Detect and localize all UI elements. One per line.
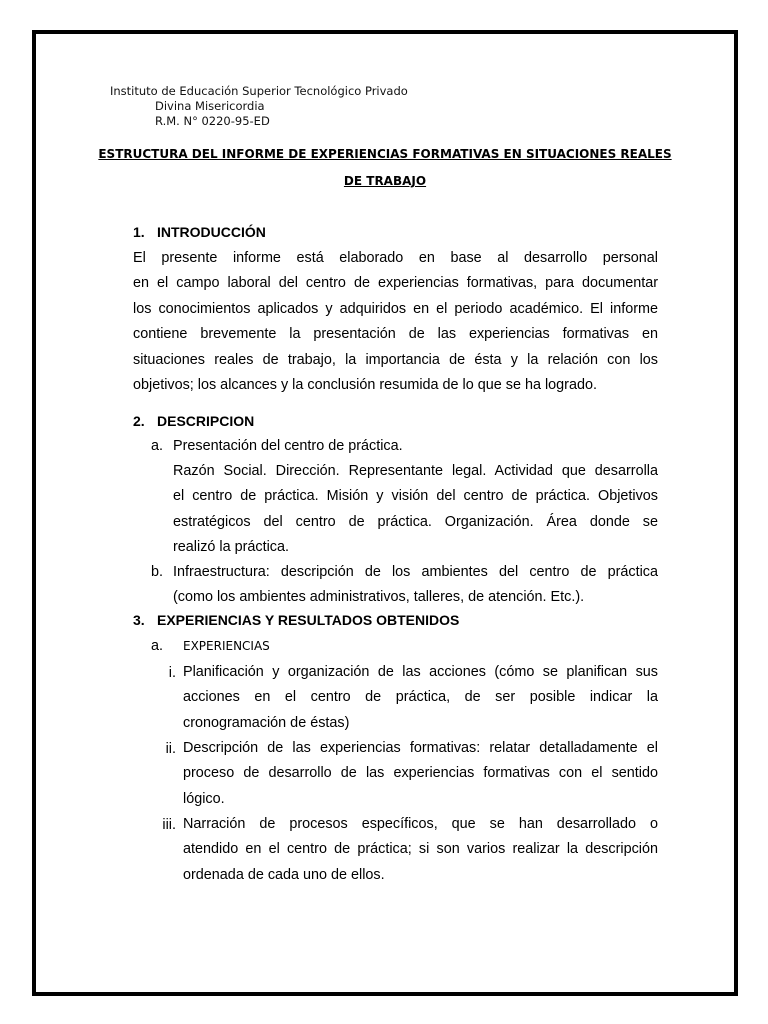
item-3iii-label: iii. xyxy=(162,817,176,833)
paragraph-line: en el campo laboral del centro de experiencias formativas, para documentar xyxy=(133,275,658,292)
section-2-heading xyxy=(133,413,254,429)
section-number: 3. xyxy=(133,612,145,628)
section-title: INTRODUCCIÓN xyxy=(157,224,266,240)
paragraph-line: Razón Social. Dirección. Representante legal. Actividad que desarrolla xyxy=(173,463,658,479)
item-3ii-paragraph xyxy=(183,736,658,812)
paragraph-line: Narración de procesos específicos, que se han desarrollado o xyxy=(183,816,658,832)
paragraph-line: objetivos; los alcances y la conclusión resumida de lo que se ha logrado. xyxy=(133,376,597,393)
section-1-heading xyxy=(133,224,266,240)
document-title-line-2: DE TRABAJO xyxy=(343,174,427,188)
paragraph-line: los conocimientos aplicados y adquiridos en el periodo académico. El informe xyxy=(133,300,658,317)
paragraph-line: situaciones reales de trabajo, la importancia de ésta y la relación con los xyxy=(133,351,658,368)
paragraph-line: cronogramación de éstas) xyxy=(183,714,350,731)
institution-header xyxy=(110,84,408,129)
item-2b-label-wrap xyxy=(151,562,173,582)
resolution-number: R.M. N° 0220-95-ED xyxy=(155,114,270,128)
item-3a-title xyxy=(151,637,270,655)
item-label: a. xyxy=(151,638,164,654)
item-3i-label: i. xyxy=(168,665,176,681)
item-2a-title xyxy=(151,436,403,456)
paragraph-line: realizó la práctica. xyxy=(173,539,289,556)
paragraph-line: el centro de práctica. Misión y visión del centro de práctica. Objetivos xyxy=(173,488,658,505)
institute-name: Instituto de Educación Superior Tecnológico Privado xyxy=(110,84,408,98)
section-title: DESCRIPCION xyxy=(157,413,255,429)
paragraph-line: atendido en el centro de práctica; si son varios realizar la descripción xyxy=(183,841,658,858)
document-title-line-1: ESTRUCTURA DEL INFORME DE EXPERIENCIAS FORMATIVAS EN SITUACIONES REALES xyxy=(98,147,672,161)
item-2a-paragraph xyxy=(173,459,658,561)
paragraph-line: Descripción de las experiencias formativas: relatar detalladamente el xyxy=(183,740,658,756)
item-title: EXPERIENCIAS xyxy=(183,639,270,653)
paragraph-line: estratégicos del centro de práctica. Organización. Área donde se xyxy=(173,513,658,530)
item-label: a. xyxy=(151,438,164,454)
item-3ii-label: ii. xyxy=(165,741,176,757)
paragraph-line: El presente informe está elaborado en base al desarrollo personal xyxy=(133,250,658,266)
paragraph-line: lógico. xyxy=(183,790,225,807)
institute-subname: Divina Misericordia xyxy=(155,99,265,113)
item-3i-paragraph xyxy=(183,660,658,736)
section-number: 1. xyxy=(133,224,145,240)
item-2b-paragraph xyxy=(173,560,658,611)
paragraph-line: proceso de desarrollo de las experiencias formativas con el sentido xyxy=(183,765,658,782)
section-1-paragraph xyxy=(133,246,658,398)
paragraph-line: Infraestructura: descripción de los ambientes del centro de práctica xyxy=(173,564,658,580)
item-3iii-paragraph xyxy=(183,812,658,888)
paragraph-line: Planificación y organización de las acciones (cómo se planifican sus xyxy=(183,664,658,680)
item-label: b. xyxy=(151,564,164,580)
item-title: Presentación del centro de práctica. xyxy=(173,438,403,454)
section-title: EXPERIENCIAS Y RESULTADOS OBTENIDOS xyxy=(157,612,460,628)
paragraph-line: ordenada de cada uno de ellos. xyxy=(183,866,385,883)
paragraph-line: acciones en el centro de práctica, de ser posible indicar la xyxy=(183,689,658,706)
paragraph-line: contiene brevemente la presentación de las experiencias formativas en xyxy=(133,326,658,343)
section-number: 2. xyxy=(133,413,145,429)
section-3-heading xyxy=(133,612,459,628)
paragraph-line: (como los ambientes administrativos, talleres, de atención. Etc.). xyxy=(173,589,585,606)
